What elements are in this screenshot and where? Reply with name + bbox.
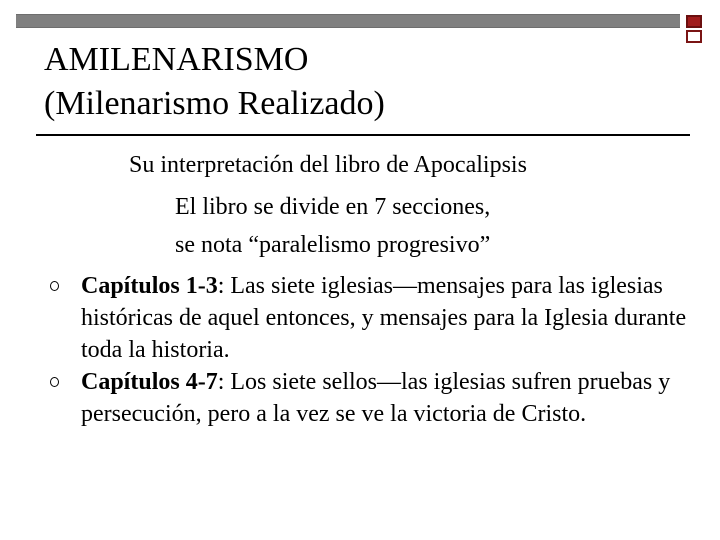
intro-line-3: se nota “paralelismo progresivo” xyxy=(175,232,491,258)
bullet-item-1 xyxy=(46,270,696,366)
bullet-circle-icon xyxy=(50,377,59,387)
slide-title-line-2: (Milenarismo Realizado) xyxy=(44,85,385,122)
bullet-2-heading: Capítulos 4-7 xyxy=(81,369,218,395)
bullet-item-2 xyxy=(46,366,696,430)
title-underline xyxy=(36,134,690,136)
bullet-circle-icon xyxy=(50,281,59,291)
corner-outline-square xyxy=(686,30,702,43)
bullet-1-heading: Capítulos 1-3 xyxy=(81,273,218,299)
bullet-list xyxy=(46,270,696,430)
bullet-1-text: : Las siete iglesias—mensajes para las iglesias históricas de aquel entonces, y mensajes para la Iglesia durante toda la historia. xyxy=(81,273,687,363)
intro-line-1: Su interpretación del libro de Apocalipsis xyxy=(129,152,527,178)
top-decorative-bar xyxy=(16,14,680,28)
corner-filled-square xyxy=(686,15,702,28)
slide-title xyxy=(44,38,385,126)
bullet-2-text: : Los siete sellos—las iglesias sufren pruebas y persecución, pero a la vez se ve la victoria de Cristo. xyxy=(81,369,671,427)
intro-line-2: El libro se divide en 7 secciones, xyxy=(175,194,491,220)
slide-title-line-1: AMILENARISMO xyxy=(44,41,309,78)
